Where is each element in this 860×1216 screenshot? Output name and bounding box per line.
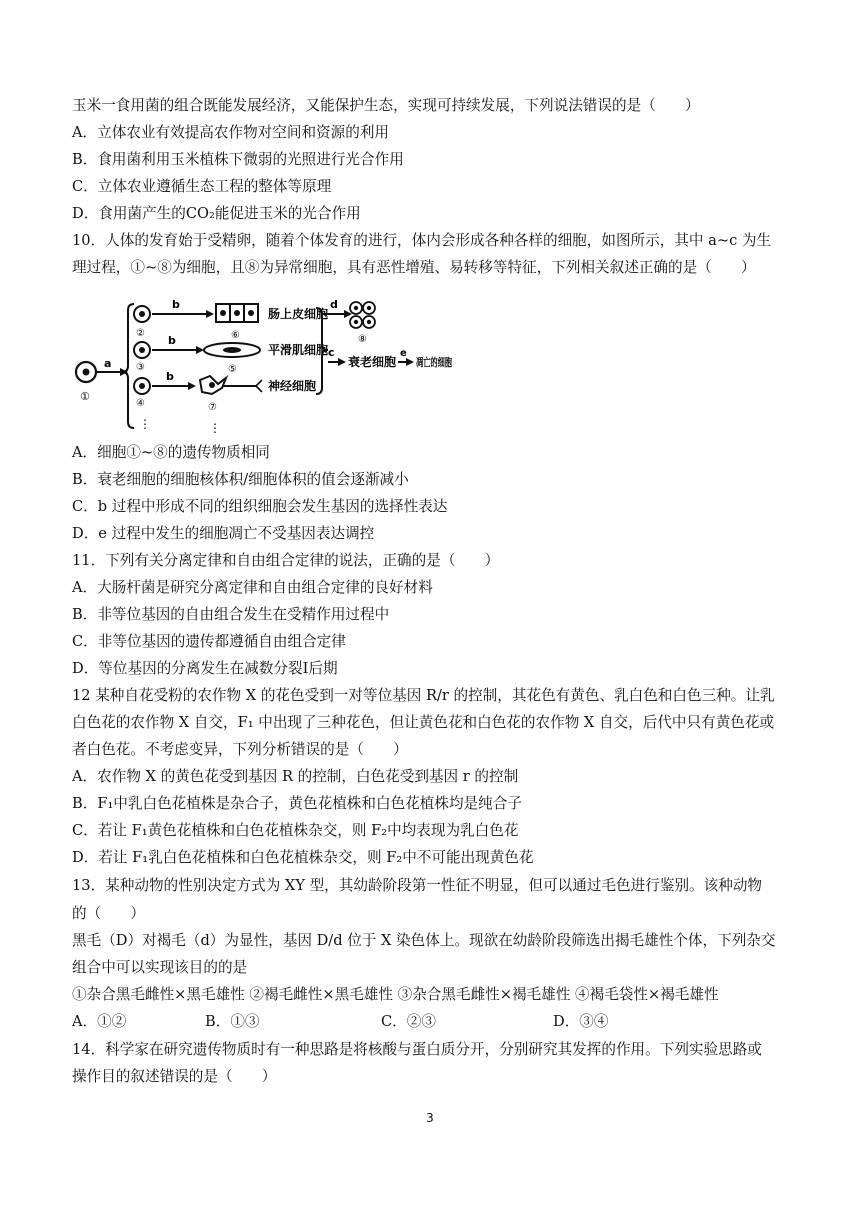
q10-option-d: D．e 过程中发生的细胞凋亡不受基因表达调控 [72,525,375,542]
q14-stem-line-2: 操作目的叙述错误的是（ ） [72,1068,277,1085]
cell-2-icon [134,306,150,322]
cell-label-3: ③ [136,362,145,373]
tissue-label-smooth-muscle: 平滑肌细胞 [268,343,329,357]
q11-option-d: D．等位基因的分离发生在减数分裂Ⅰ后期 [72,660,338,677]
cell-4-icon [134,378,150,394]
ellipsis-left: ⋮ [139,417,151,431]
q13-option-a: A．①② [72,1013,127,1030]
q10-stem-line-1: 10．人体的发育始于受精卵，随着个体发育的进行，体内会形成各种各样的细胞，如图所示，其中 a~c 为生 [72,232,772,249]
process-label-b1: b [172,298,180,311]
q12-stem-line-3: 者白色花。不考虑变异，下列分析错误的是（ ） [72,741,408,758]
q12-option-d: D．若让 F₁乳白色花植株和白色花植株杂交，则 F₂中不可能出现黄色花 [72,849,534,866]
process-label-b2: b [168,334,176,347]
cell-differentiation-figure [72,294,471,436]
cell-3-icon [134,342,150,358]
q11-option-b: B．非等位基因的自由组合发生在受精作用过程中 [72,606,390,623]
process-label-e: e [400,348,407,359]
q11-option-a: A．大肠杆菌是研究分离定律和自由组合定律的良好材料 [72,579,433,596]
process-label-a: a [104,357,112,370]
q10-option-c: C．b 过程中形成不同的组织细胞会发生基因的选择性表达 [72,498,448,515]
cell-label-7: ⑦ [208,402,217,413]
process-label-c: c [328,346,335,359]
q9-option-d: D．食用菌产生的CO₂能促进玉米的光合作用 [72,205,361,222]
q10-stem-line-2: 理过程，①~⑧为细胞，且⑧为异常细胞，具有恶性增殖、易转移等特征，下列相关叙述正确的是（ ） [72,259,756,276]
smooth-muscle-cell-icon [204,343,260,357]
q10-option-b: B．衰老细胞的细胞核体积/细胞体积的值会逐渐减小 [72,471,409,488]
epithelial-cell-icon [216,304,258,322]
q12-option-a: A．农作物 X 的黄色花受到基因 R 的控制，白色花受到基因 r 的控制 [72,768,519,785]
q9-option-a: A．立体农业有效提高农作物对空间和资源的利用 [72,124,390,141]
tissue-label-epithelial: 肠上皮细胞 [268,307,329,321]
page-number: 3 [426,1111,434,1125]
cell-label-5: ⑤ [228,364,237,375]
cell-label-2: ② [136,328,145,339]
process-label-d: d [330,298,338,311]
cell-label-1: ① [80,390,90,403]
q13-stem-line-4: 组合中可以实现该目的的是 [72,959,248,976]
q9-option-c: C．立体农业遵循生态工程的整体等原理 [72,178,332,195]
q13-stem-line-1: 13．某种动物的性别决定方式为 XY 型，其幼龄阶段第一性征不明显，但可以通过毛色进行鉴别。该种动物 [72,877,763,894]
process-label-b3: b [166,370,174,383]
q9-option-b: B．食用菌利用玉米植株下微弱的光照进行光合作用 [72,151,404,168]
q13-stem-line-3: 黑毛（D）对褐毛（d）为显性，基因 D/d 位于 X 染色体上。现欲在幼龄阶段筛选出揭毛雄性个体，下列杂交 [72,932,776,949]
cancer-cells-icon [350,302,375,328]
q13-crosses: ①杂合黑毛雌性×黑毛雄性 ②褐毛雌性×黑毛雄性 ③杂合黑毛雌性×褐毛雄性 ④褐毛袋性×褐毛雄性 [72,986,719,1003]
q12-option-b: B．F₁中乳白色花植株是杂合子，黄色花植株和白色花植株均是纯合子 [72,795,522,812]
fate-label-apoptotic: 凋亡的细胞 [416,356,471,369]
q12-stem-line-1: 12 某种自花受粉的农作物 X 的花色受到一对等位基因 R/r 的控制，其花色有黄色、乳白色和白色三种。让乳 [72,687,775,704]
cell-label-4: ④ [136,398,145,409]
q11-option-c: C．非等位基因的遗传都遵循自由组合定律 [72,633,346,650]
fate-label-senescent: 衰老细胞 [348,355,397,369]
q12-option-c: C．若让 F₁黄色花植株和白色花植株杂交，则 F₂中均表现为乳白色花 [72,822,519,839]
tissue-label-neuron: 神经细胞 [268,379,317,393]
neuron-cell-icon [200,376,262,394]
q13-option-d: D．③④ [553,1013,609,1030]
cell-label-8: ⑧ [358,334,367,345]
q13-option-c: C．②③ [381,1013,436,1030]
q11-stem: 11．下列有关分离定律和自由组合定律的说法，正确的是（ ） [72,552,500,569]
q13-option-b: B．①③ [205,1013,260,1030]
q13-stem-line-2: 的（ ） [72,905,145,922]
q13-options-row [72,1012,792,1032]
cell-1-icon [76,362,96,382]
q9-stem-line: 玉米一食用菌的组合既能发展经济，又能保护生态，实现可持续发展，下列说法错误的是（ ） [72,97,700,114]
ellipsis-mid: ⋮ [209,421,221,435]
q10-option-a: A．细胞①~⑧的遗传物质相同 [72,444,270,461]
cell-label-6: ⑥ [231,330,240,341]
q14-stem-line-1: 14．科学家在研究遗传物质时有一种思路是将核酸与蛋白质分开，分别研究其发挥的作用。下列实验思路或 [72,1041,762,1058]
q12-stem-line-2: 白色花的农作物 X 自交，F₁ 中出现了三种花色，但让黄色花和白色花的农作物 X 自交，后代中只有黄色花或 [72,714,775,731]
